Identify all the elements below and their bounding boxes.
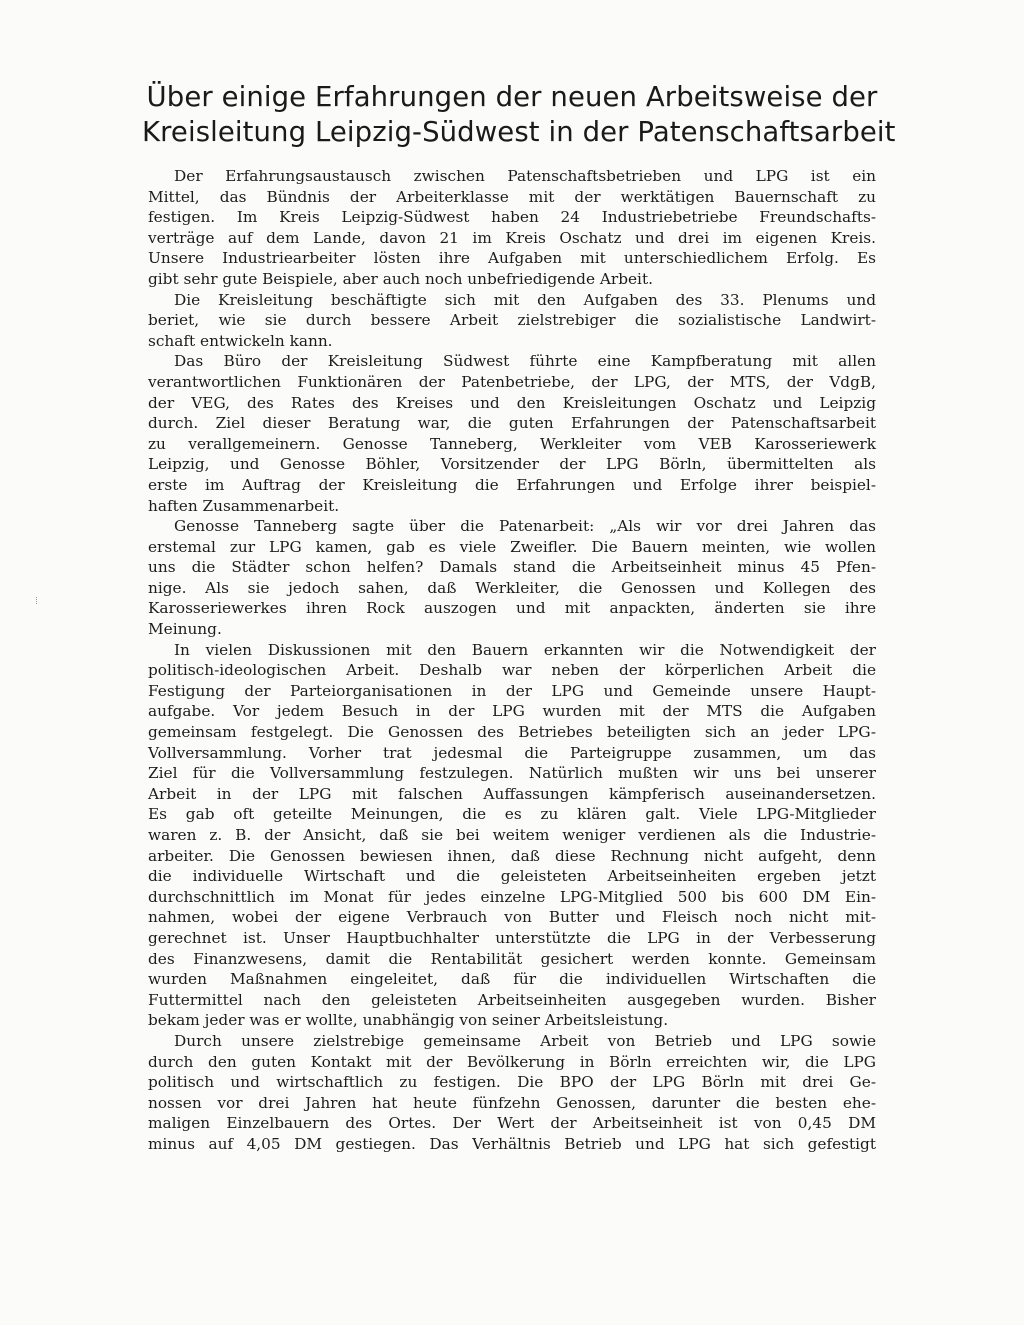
text-line: haften Zusammenarbeit. xyxy=(148,496,340,515)
text-line: nahmen, wobei der eigene Verbrauch von Butter und Fleisch noch nicht mit- xyxy=(148,908,876,927)
text-line: Unsere Industriearbeiter lösten ihre Aufgaben mit unterschiedlichem Erfolg. Es xyxy=(148,249,876,268)
text-line: wurden Maßnahmen eingeleitet, daß für die individuellen Wirtschaften die xyxy=(148,970,876,989)
text-line: aufgabe. Vor jedem Besuch in der LPG wurden mit der MTS die Aufgaben xyxy=(148,702,876,721)
text-line: nige. Als sie jedoch sahen, daß Werkleiter, die Genossen und Kollegen des xyxy=(148,578,876,597)
text-line: durch. Ziel dieser Beratung war, die guten Erfahrungen der Patenschaftsarbeit xyxy=(148,414,876,433)
text-line: durchschnittlich im Monat für jedes einzelne LPG-Mitglied 500 bis 600 DM Ein- xyxy=(148,887,876,906)
text-line: Karosseriewerkes ihren Rock auszogen und mit anpackten, änderten sie ihre xyxy=(148,599,876,618)
text-line: maligen Einzelbauern des Ortes. Der Wert der Arbeitseinheit ist von 0,45 DM xyxy=(148,1114,876,1133)
article-title xyxy=(142,80,896,150)
text-line: Vollversammlung. Vorher trat jedesmal die Parteigruppe zusammen, um das xyxy=(148,743,876,762)
paragraph xyxy=(148,166,876,290)
text-line: der VEG, des Rates des Kreises und den Kreisleitungen Oschatz und Leipzig xyxy=(148,393,876,412)
text-line: bekam jeder was er wollte, unabhängig von seiner Arbeitsleistung. xyxy=(148,1011,669,1030)
text-line: gerechnet ist. Unser Hauptbuchhalter unterstützte die LPG in der Verbesserung xyxy=(148,928,876,947)
paragraph xyxy=(148,290,876,352)
scan-speck xyxy=(36,597,40,604)
text-line: Die Kreisleitung beschäftigte sich mit den Aufgaben des 33. Plenums und xyxy=(174,290,876,309)
text-line: gemeinsam festgelegt. Die Genossen des Betriebes beteiligten sich an jeder LPG- xyxy=(148,723,876,742)
text-line: gibt sehr gute Beispiele, aber auch noch unbefriedigende Arbeit. xyxy=(148,269,653,288)
text-line: erste im Auftrag der Kreisleitung die Erfahrungen und Erfolge ihrer beispiel- xyxy=(148,475,876,494)
text-line: nossen vor drei Jahren hat heute fünfzehn Genossen, darunter die besten ehe- xyxy=(148,1093,876,1112)
text-line: Meinung. xyxy=(148,620,222,639)
paragraph xyxy=(148,516,876,640)
text-line: Futtermittel nach den geleisteten Arbeitseinheiten ausgegeben wurden. Bisher xyxy=(148,990,876,1009)
text-line: Arbeit in der LPG mit falschen Auffassungen kämpferisch auseinandersetzen. xyxy=(148,784,876,803)
text-line: minus auf 4,05 DM gestiegen. Das Verhältnis Betrieb und LPG hat sich gefestigt xyxy=(148,1134,876,1153)
article-title-line-2: Kreisleitung Leipzig-Südwest in der Patenschaftsarbeit xyxy=(142,116,896,148)
text-line: Festigung der Parteiorganisationen in der LPG und Gemeinde unsere Haupt- xyxy=(148,681,876,700)
text-line: waren z. B. der Ansicht, daß sie bei weitem weniger verdienen als die Industrie- xyxy=(148,826,876,844)
text-line: erstemal zur LPG kamen, gab es viele Zweifler. Die Bauern meinten, wie wollen xyxy=(148,537,876,556)
text-line: verträge auf dem Lande, davon 21 im Kreis Oschatz und drei im eigenen Kreis. xyxy=(148,228,876,247)
text-line: schaft entwickeln kann. xyxy=(148,331,333,350)
paragraph xyxy=(148,1031,876,1155)
text-line: Der Erfahrungsaustausch zwischen Patenschaftsbetrieben und LPG ist ein xyxy=(174,167,876,185)
text-line: Genosse Tanneberg sagte über die Patenarbeit: „Als wir vor drei Jahren das xyxy=(174,517,876,536)
text-line: Mittel, das Bündnis der Arbeiterklasse mit der werktätigen Bauernschaft zu xyxy=(148,187,876,206)
text-line: Leipzig, und Genosse Böhler, Vorsitzender der LPG Börln, übermittelten als xyxy=(148,455,876,474)
text-line: politisch und wirtschaftlich zu festigen. Die BPO der LPG Börln mit drei Ge- xyxy=(148,1073,876,1092)
text-line: politisch-ideologischen Arbeit. Deshalb war neben der körperlichen Arbeit die xyxy=(148,661,876,680)
text-line: festigen. Im Kreis Leipzig-Südwest haben 24 Industriebetriebe Freundschafts- xyxy=(148,208,876,227)
text-line: In vielen Diskussionen mit den Bauern erkannten wir die Notwendigkeit der xyxy=(174,640,876,659)
text-line: die individuelle Wirtschaft und die geleisteten Arbeitseinheiten ergeben jetzt xyxy=(148,867,876,886)
text-line: arbeiter. Die Genossen bewiesen ihnen, daß diese Rechnung nicht aufgeht, denn xyxy=(148,846,876,865)
article-title-line-1: Über einige Erfahrungen der neuen Arbeitsweise der xyxy=(146,81,878,113)
text-line: Durch unsere zielstrebige gemeinsame Arbeit von Betrieb und LPG sowie xyxy=(174,1031,876,1050)
text-line: durch den guten Kontakt mit der Bevölkerung in Börln erreichten wir, die LPG xyxy=(148,1052,876,1071)
paragraph xyxy=(148,351,876,516)
text-line: Das Büro der Kreisleitung Südwest führte eine Kampfberatung mit allen xyxy=(174,352,876,371)
text-line: zu verallgemeinern. Genosse Tanneberg, Werkleiter vom VEB Karosseriewerk xyxy=(148,434,876,453)
text-line: uns die Städter schon helfen? Damals stand die Arbeitseinheit minus 45 Pfen- xyxy=(148,558,876,577)
text-line: verantwortlichen Funktionären der Patenbetriebe, der LPG, der MTS, der VdgB, xyxy=(148,372,876,391)
text-line: Es gab oft geteilte Meinungen, die es zu klären galt. Viele LPG-Mitglieder xyxy=(148,805,876,824)
article-body xyxy=(148,166,876,1155)
text-line: Ziel für die Vollversammlung festzulegen. Natürlich mußten wir uns bei unserer xyxy=(148,764,876,783)
paragraph xyxy=(148,640,876,1031)
text-line: beriet, wie sie durch bessere Arbeit zielstrebiger die sozialistische Landwirt- xyxy=(148,311,876,330)
text-line: des Finanzwesens, damit die Rentabilität gesichert werden konnte. Gemeinsam xyxy=(148,949,876,968)
